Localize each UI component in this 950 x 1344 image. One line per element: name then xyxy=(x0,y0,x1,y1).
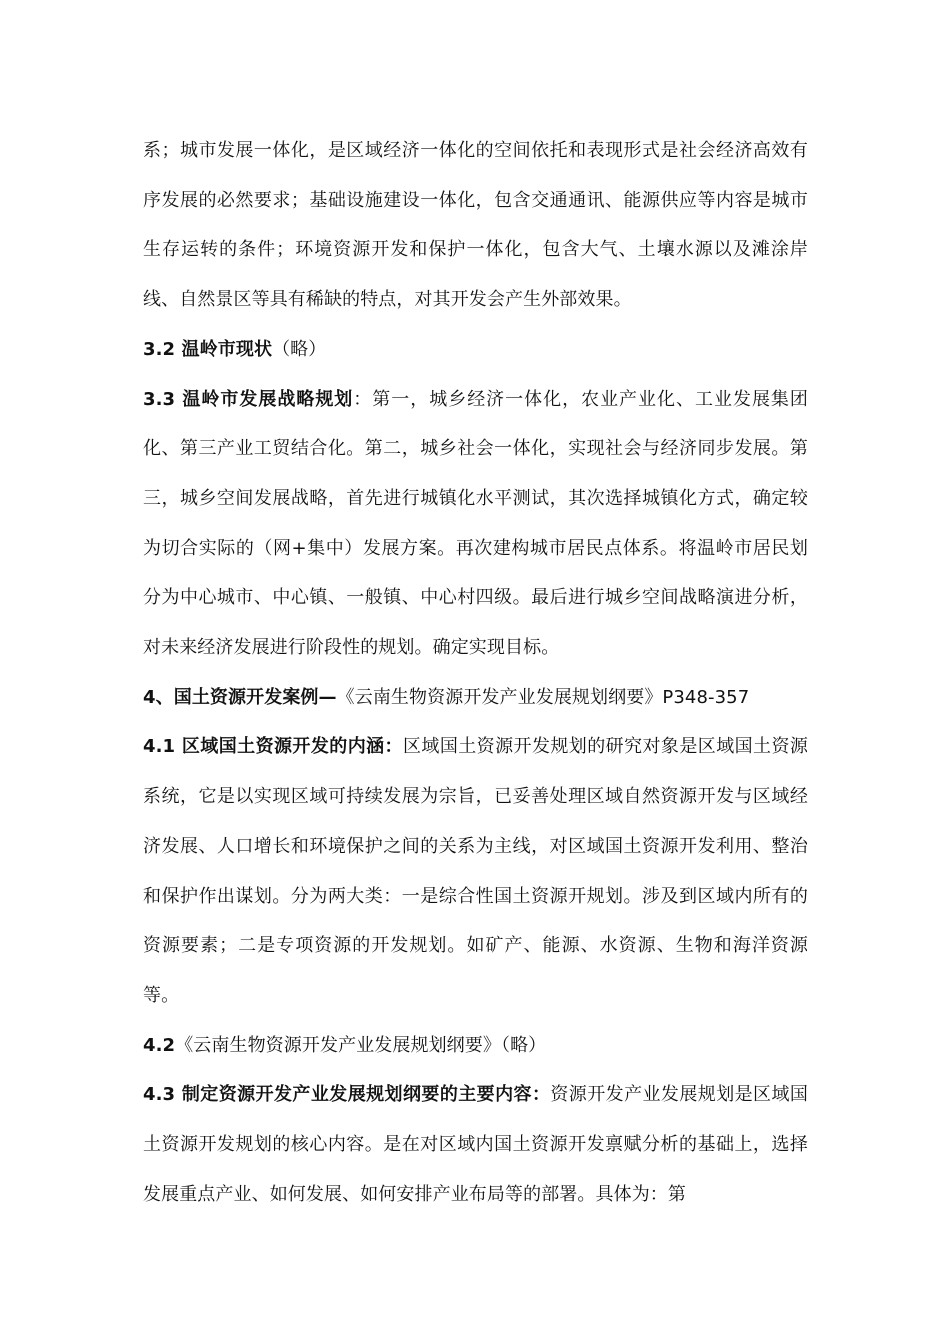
paragraph-text: 区域国土资源开发规划的研究对象是区域国土资源系统，它是以实现区域可持续发展为宗旨，已妥善处理区域自然资源开发与区域经济发展、人口增长和环境保护之间的关系为主线，对区域国土资源开发利用、整治和保护作出谋划。分为两大类：一是综合性国土资源开规划。涉及到区域内所有的资源要素；二是专项资源的开发规划。如矿产、能源、水资源、生物和海洋资源等。 xyxy=(143,736,808,1006)
paragraph-text: （略） xyxy=(272,338,327,360)
document-body xyxy=(143,126,808,1219)
paragraph-section-3-2 xyxy=(143,325,808,375)
section-heading-4-1: 4.1 区域国土资源开发的内涵： xyxy=(143,736,403,758)
section-heading-4-3: 4.3 制定资源开发产业发展规划纲要的主要内容： xyxy=(143,1084,551,1106)
paragraph-text: ：第一，城乡经济一体化，农业产业化、工业发展集团化、第三产业工贸结合化。第二，城乡社会一体化，实现社会与经济同步发展。第三，城乡空间发展战略，首先进行城镇化水平测试，其次选择城镇化方式，确定较为切合实际的（网+集中）发展方案。再次建构城市居民点体系。将温岭市居民划分为中心城市、中心镇、一般镇、中心村四级。最后进行城乡空间战略演进分析，对未来经济发展进行阶段性的规划。确定实现目标。 xyxy=(143,388,809,659)
paragraph-text: 资源开发产业发展规划是区域国土资源开发规划的核心内容。是在对区域内国土资源开发禀赋分析的基础上，选择发展重点产业、如何发展、如何安排产业布局等的部署。具体为：第 xyxy=(143,1084,808,1205)
section-heading-3-3: 3.3 温岭市发展战略规划 xyxy=(143,388,354,410)
section-heading-4-2: 4.2 xyxy=(143,1034,176,1056)
section-heading-4: 4、国土资源开发案例— xyxy=(143,686,337,708)
paragraph-section-4-3 xyxy=(143,1070,808,1219)
section-heading-3-2: 3.2 温岭市现状 xyxy=(143,338,273,360)
paragraph-integration-summary xyxy=(143,126,808,325)
paragraph-text: 《云南生物资源开发产业发展规划纲要》（略） xyxy=(175,1034,547,1056)
paragraph-text: 系；城市发展一体化，是区域经济一体化的空间依托和表现形式是社会经济高效有序发展的必然要求；基础设施建设一体化，包含交通通讯、能源供应等内容是城市生存运转的条件；环境资源开发和保护一体化，包含大气、土壤水源以及滩涂岸线、自然景区等具有稀缺的特点，对其开发会产生外部效果。 xyxy=(143,140,808,311)
paragraph-section-4-1 xyxy=(143,722,808,1020)
paragraph-section-4-2 xyxy=(143,1021,808,1071)
paragraph-section-3-3 xyxy=(143,375,808,673)
paragraph-section-4 xyxy=(143,673,808,723)
paragraph-text: 《云南生物资源开发产业发展规划纲要》P348-357 xyxy=(336,686,750,708)
